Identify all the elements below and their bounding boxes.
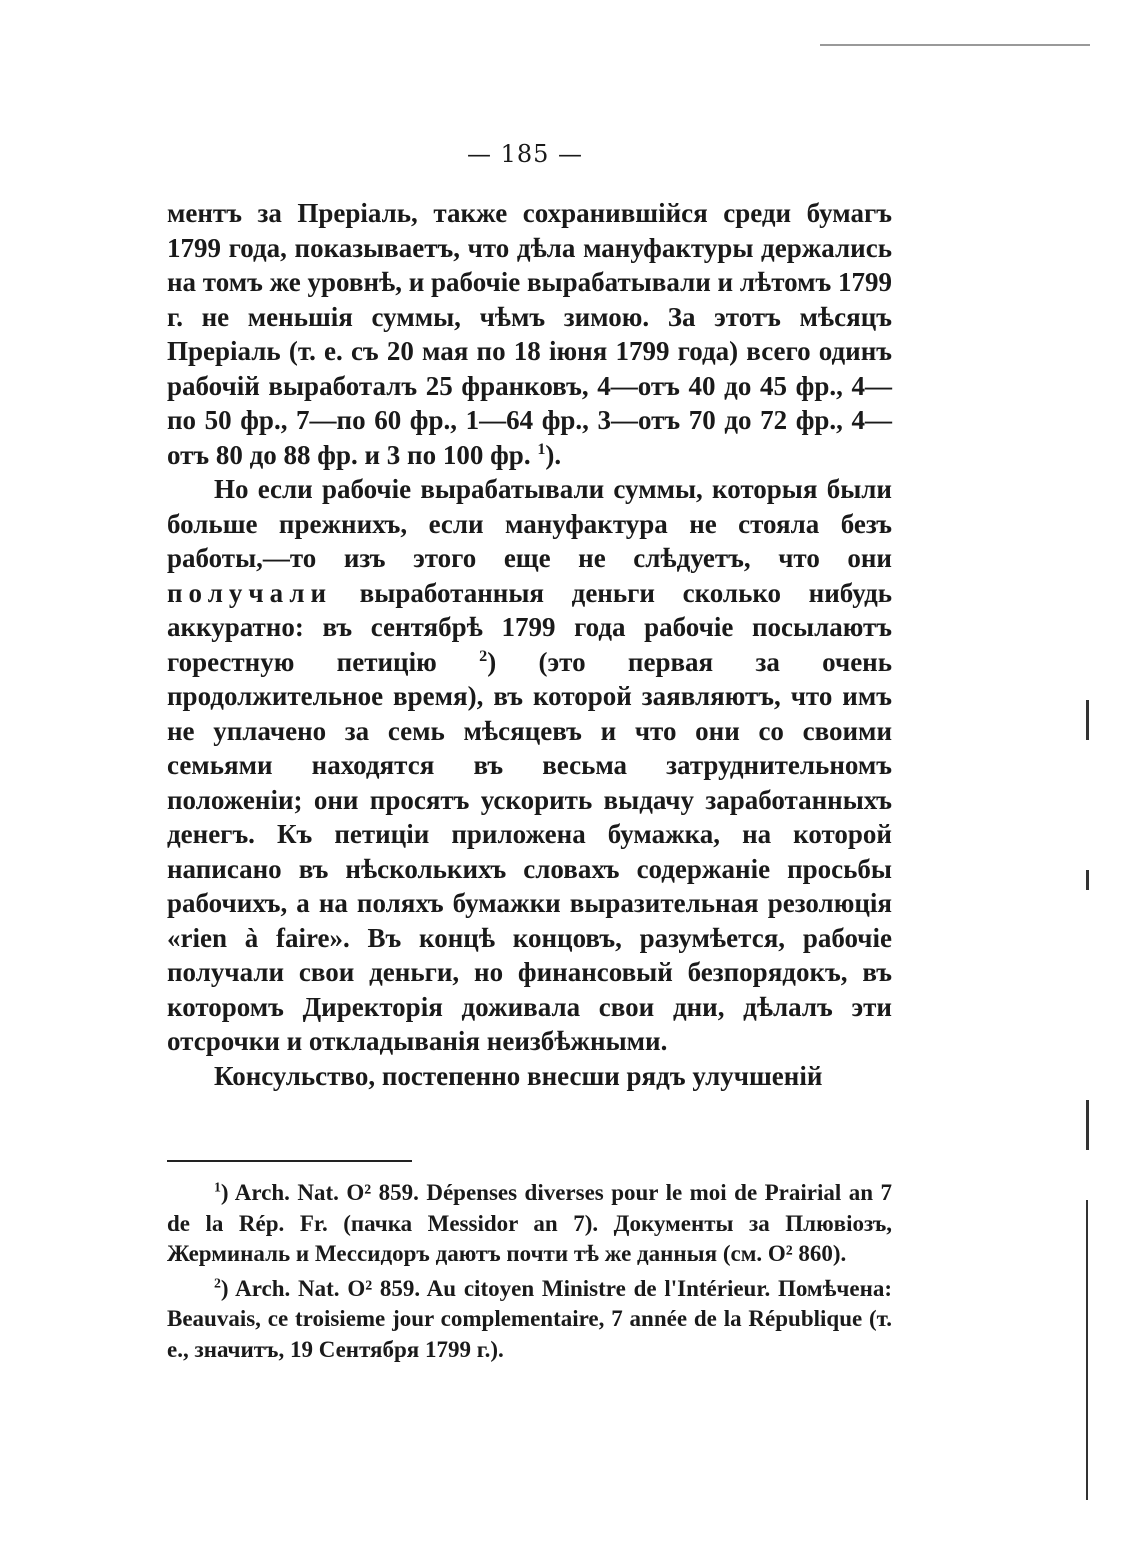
paragraph-2-text-a: Но если рабочіе вырабатывали суммы, которыя были больше прежнихъ, если мануфактура не стояла безъ работы,—то изъ этого еще не слѣдуетъ, что они xyxy=(167,474,892,573)
paragraph-1-text: ментъ за Преріаль, также сохранившійся среди бумагъ 1799 года, показываетъ, что дѣла мануфактуры держались на томъ же уровнѣ, и рабочіе вырабатывали и лѣтомъ 1799 г. не меньшія суммы, чѣмъ зимою. За этотъ мѣсяцъ Преріаль (т. е. съ 20 мая по 18 іюня 1799 года) всего одинъ рабочій выработалъ 25 франковъ, 4—отъ 40 до 45 фр., 4—по 50 фр., 7—по 60 фр., 1—64 фр., 3—отъ 70 до 72 фр., 4—отъ 80 до 88 фр. и 3 по 100 фр. xyxy=(167,198,892,470)
footnote-1-text: ) Arch. Nat. O² 859. Dépenses diverses pour le moi de Prairial an 7 de la Rép. Fr. (пачка Messidor an 7). Документы за Плювіозъ, Жерминаль и Мессидоръ даютъ почти тѣ же данныя (см. O² 860). xyxy=(167,1180,892,1266)
footnote-2 xyxy=(167,1274,892,1366)
paragraph-1 xyxy=(167,196,892,472)
footnote-1 xyxy=(167,1178,892,1270)
paragraph-1-end: ). xyxy=(545,439,562,470)
scan-edge-mark xyxy=(1086,870,1089,890)
footnote-ref-2: 2 xyxy=(479,646,488,665)
footnote-2-marker: 2 xyxy=(214,1274,221,1290)
footnote-2-text: ) Arch. Nat. O² 859. Au citoyen Ministre de l'Intérieur. Помѣчена: Beauvais, ce troisieme jour complementaire, 7 année de la République (т. е., значитъ, 19 Сентября 1799 г.). xyxy=(167,1275,892,1362)
scan-edge-mark xyxy=(820,44,1090,46)
paragraph-2 xyxy=(167,472,892,1059)
scan-edge-mark xyxy=(1086,1100,1089,1150)
paragraph-2-spaced-word: получали xyxy=(167,577,333,608)
paragraph-2-text-b: выработанныя деньги сколько нибудь аккуратно: въ сентябрѣ 1799 года рабочіе посылаютъ горестную петицію xyxy=(167,577,892,677)
page-number: — 185 — xyxy=(466,140,584,168)
scan-edge-mark xyxy=(1086,700,1089,740)
paragraph-2-text-c: ) (это первая за очень продолжительное время), въ которой заявляютъ, что имъ не уплачено за семь мѣсяцевъ и что они со своими семьями находятся въ весьма затруднительномъ положеніи; они просятъ ускорить выдачу заработанныхъ денегъ. Къ петиціи приложена бумажка, на которой написано въ нѣсколькихъ словахъ содержаніе просьбы рабочихъ, а на поляхъ бумажки выразительная резолюція «rien à faire». Въ концѣ концовъ, разумѣется, рабочіе получали свои деньги, но финансовый безпорядокъ, въ которомъ Директорія доживала свои дни, дѣлалъ эти отсрочки и откладыванія неизбѣжными. xyxy=(167,646,893,1056)
paragraph-3: Консульство, постепенно внесши рядъ улучшеній xyxy=(214,1060,823,1091)
footnote-ref-1: 1 xyxy=(537,439,546,458)
footnotes xyxy=(167,1178,892,1369)
scan-edge-mark xyxy=(1086,1200,1088,1500)
footnote-divider xyxy=(167,1160,412,1162)
footnote-1-marker: 1 xyxy=(214,1179,221,1195)
main-text xyxy=(167,196,892,1093)
